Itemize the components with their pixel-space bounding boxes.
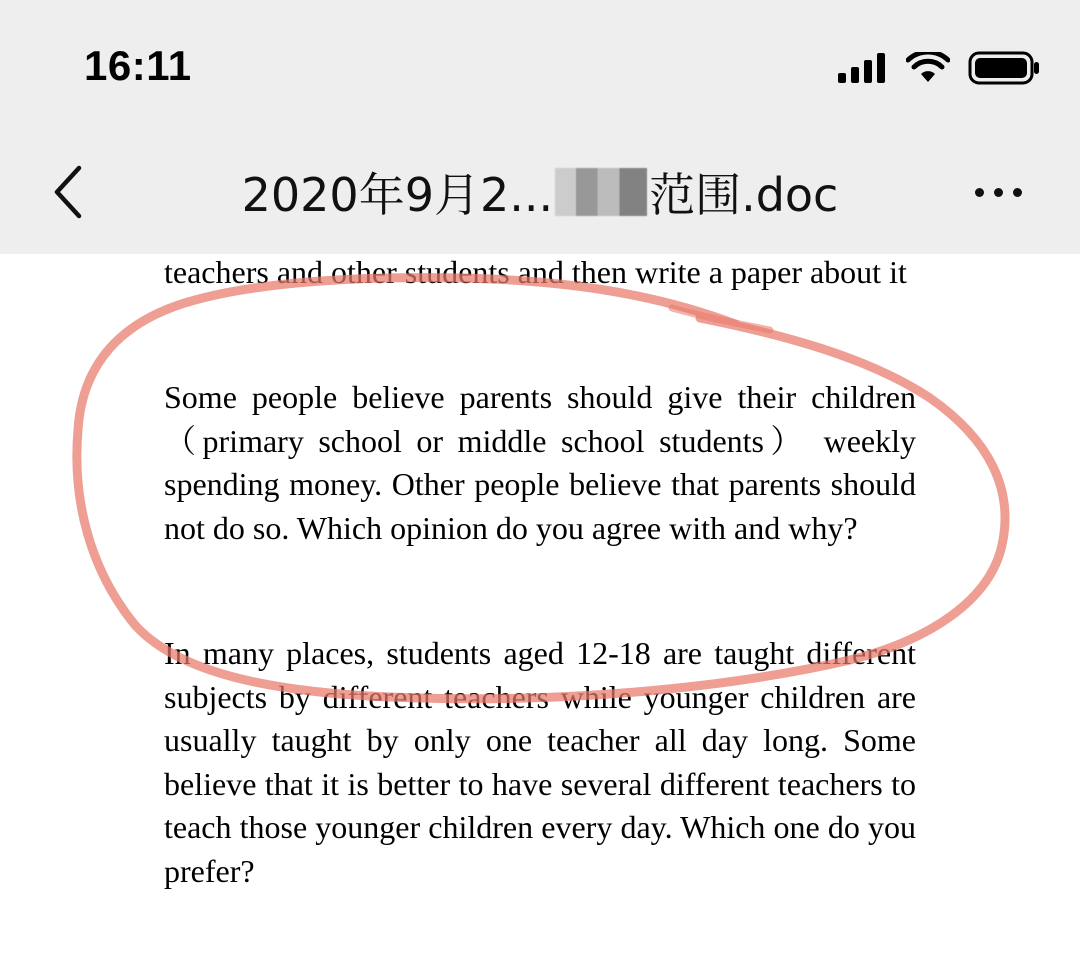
back-button[interactable]	[38, 156, 98, 228]
document-paragraph: Some people believe parents should give their children （primary school or middle school students） weekly spending money. Other people believe that parents should not do so. Which opinion do you agree with and why?	[164, 379, 916, 546]
top-chrome	[0, 0, 1080, 254]
battery-icon	[968, 51, 1040, 85]
wifi-icon	[906, 52, 950, 84]
more-horizontal-icon	[975, 188, 984, 197]
status-time: 16:11	[84, 42, 192, 89]
more-options-button[interactable]	[962, 168, 1034, 216]
chevron-left-icon	[51, 164, 85, 220]
document-title-suffix: 范围.doc	[649, 168, 839, 222]
more-horizontal-icon	[1013, 188, 1022, 197]
status-icons	[838, 48, 1040, 88]
more-horizontal-icon	[994, 188, 1003, 197]
redacted-title-block	[555, 168, 647, 216]
document-view[interactable]	[0, 254, 1080, 963]
document-title	[140, 160, 940, 224]
document-paragraph: teachers and other students and then write a paper about it	[164, 254, 907, 290]
document-title-prefix: 2020年9月2...	[241, 168, 554, 222]
document-paragraph: In many places, students aged 12-18 are taught different subjects by different teachers while younger children are usually taught by only one teacher all day long. Some believe that it is better to have several different teachers to teach those younger children every day. Which one do you prefer?	[164, 635, 916, 889]
signal-icon	[838, 53, 888, 83]
